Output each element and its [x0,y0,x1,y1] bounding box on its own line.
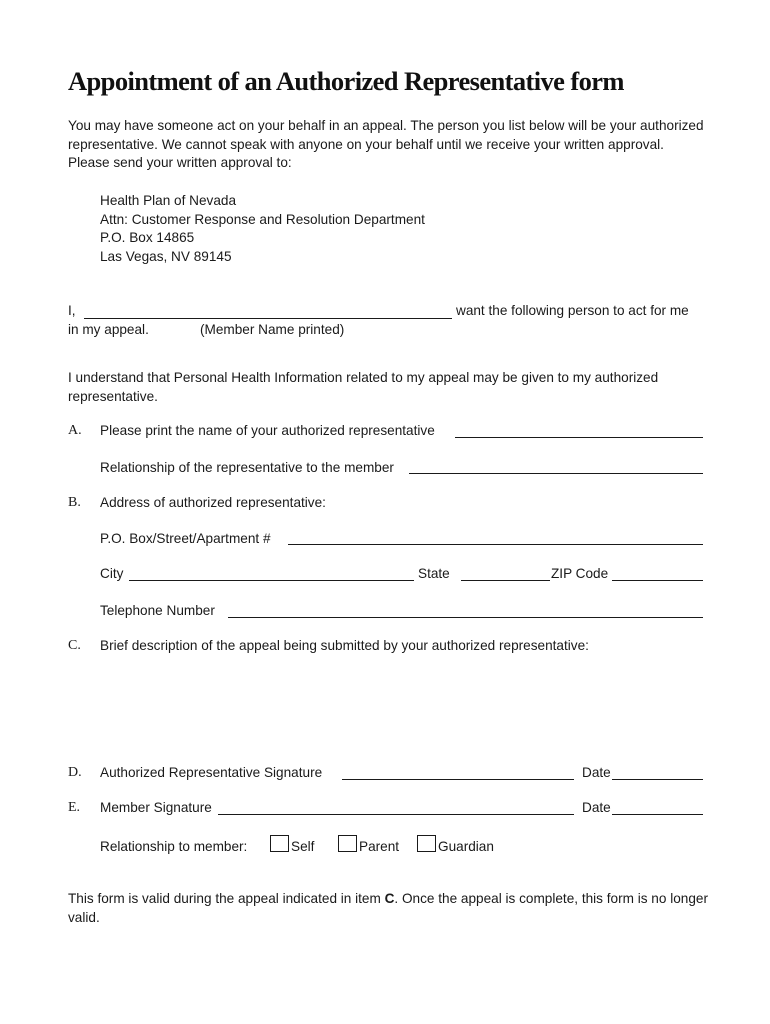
mailing-address [100,192,425,266]
street-field[interactable] [288,544,703,545]
phone-field[interactable] [228,617,703,618]
rep-date-field[interactable] [612,779,703,780]
appeal-description-area[interactable] [100,662,703,754]
section-d-letter: D. [68,765,82,780]
address-city-state: Las Vegas, NV 89145 [100,248,232,264]
page-title: Appointment of an Authorized Representative form [68,66,624,96]
rep-signature-label: Authorized Representative Signature [100,765,323,780]
section-a-letter: A. [68,423,82,438]
member-name-field[interactable] [84,318,452,319]
member-line-prefix: I, [68,303,76,318]
state-label: State [418,566,450,581]
zip-label: ZIP Code [551,566,609,581]
validity-text-after: . Once the appeal is complete, this form is no longer valid. [68,891,708,925]
guardian-option-label: Guardian [438,839,494,854]
phi-notice: I understand that Personal Health Information related to my appeal may be given to my authorized representative. [68,370,659,404]
member-signature-field[interactable] [218,814,574,815]
rep-date-label: Date [582,765,611,780]
rep-name-label: Please print the name of your authorized representative [100,423,435,438]
street-label: P.O. Box/Street/Apartment # [100,531,271,546]
self-option-label: Self [291,839,315,854]
section-e-letter: E. [68,800,81,815]
address-attn: Attn: Customer Response and Resolution Department [100,211,425,227]
member-signature-label: Member Signature [100,800,212,815]
relationship-to-member-label: Relationship to member: [100,839,248,854]
state-field[interactable] [461,580,550,581]
address-name: Health Plan of Nevada [100,193,237,208]
address-po-box: P.O. Box 14865 [100,230,195,245]
section-b-letter: B. [68,495,81,510]
parent-option-label: Parent [359,839,400,854]
rep-name-field[interactable] [455,437,703,438]
member-line-suffix: want the following person to act for me [456,303,689,318]
rep-signature-field[interactable] [342,779,574,780]
relationship-label: Relationship of the representative to the member [100,460,394,475]
relationship-field[interactable] [409,473,703,474]
self-checkbox[interactable] [270,835,289,852]
appeal-description-heading: Brief description of the appeal being submitted by your authorized representative: [100,638,589,653]
parent-checkbox[interactable] [338,835,357,852]
member-date-label: Date [582,800,611,815]
validity-item-ref: C [384,891,395,906]
validity-notice [68,890,708,927]
phone-label: Telephone Number [100,603,215,618]
rep-address-heading: Address of authorized representative: [100,495,326,510]
guardian-checkbox[interactable] [417,835,436,852]
city-label: City [100,566,124,581]
section-c-letter: C. [68,638,81,653]
validity-text-before: This form is valid during the appeal indicated in item [68,891,385,906]
member-date-field[interactable] [612,814,703,815]
member-line-continuation: in my appeal. [68,322,149,337]
intro-paragraph: You may have someone act on your behalf in an appeal. The person you list below will be your authorized representative. We cannot speak with anyone on your behalf until we receive your written approval. Please send your written approval to: [68,118,704,170]
zip-field[interactable] [612,580,703,581]
member-name-caption: (Member Name printed) [200,322,345,337]
city-field[interactable] [129,580,414,581]
